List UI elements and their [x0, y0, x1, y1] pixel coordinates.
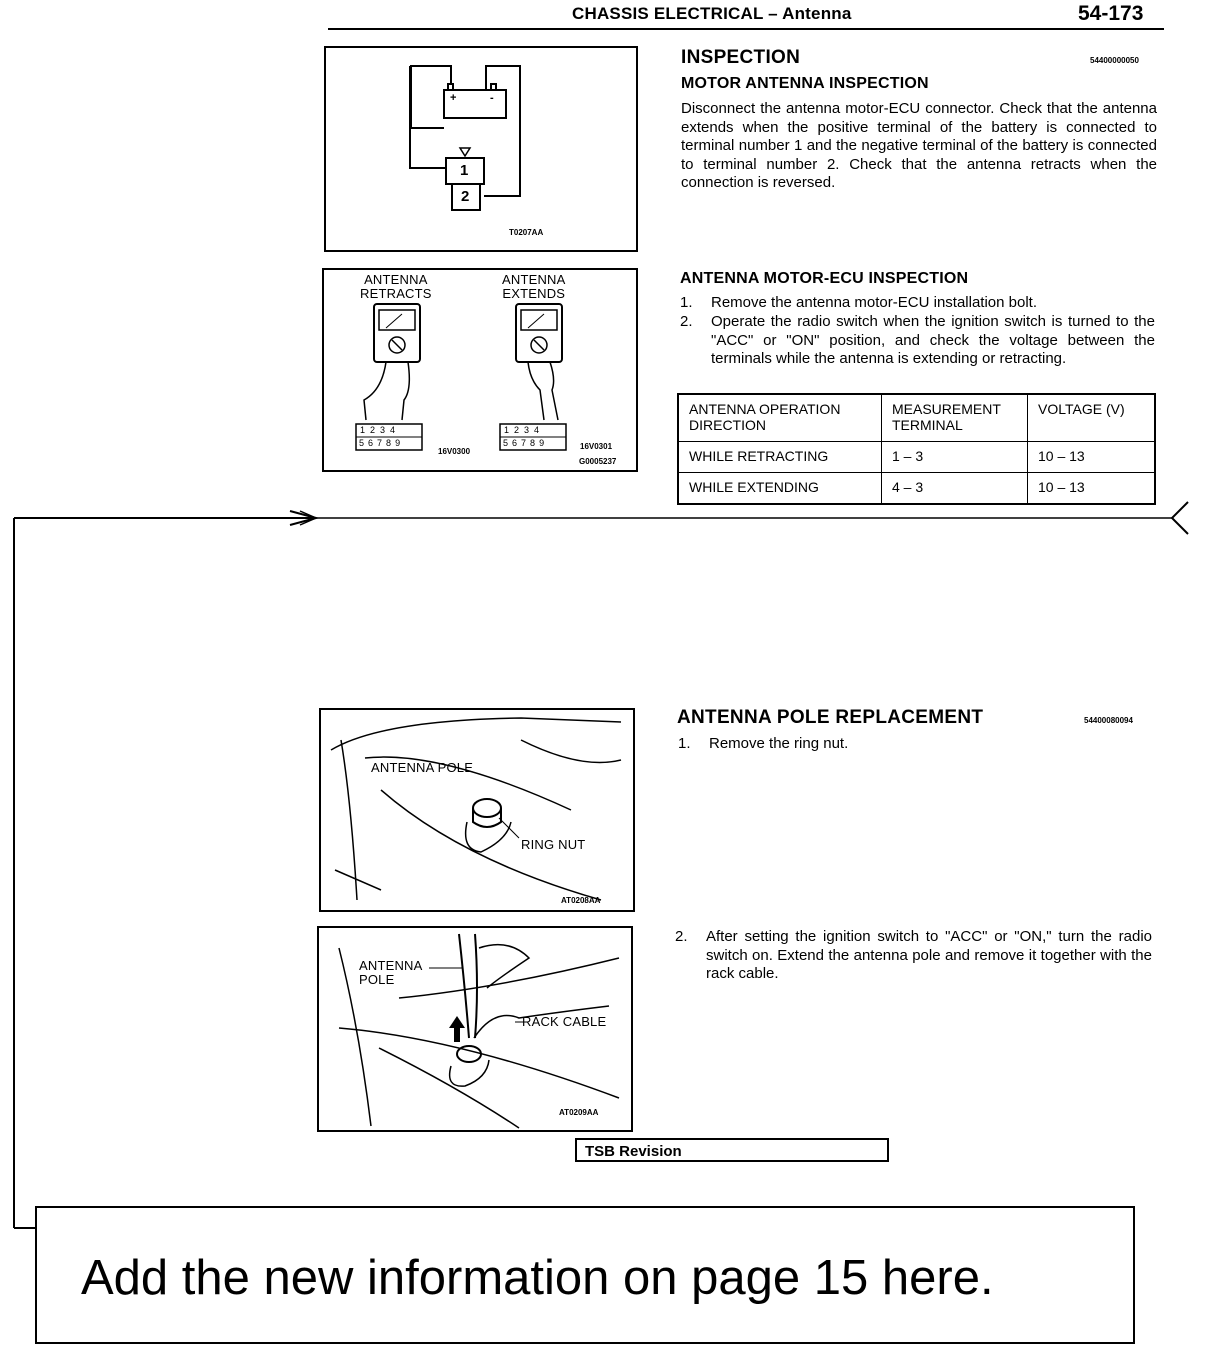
up-arrow-icon	[449, 1016, 465, 1042]
pole-step-1	[678, 735, 1154, 755]
motor-antenna-text: Disconnect the antenna motor-ECU connector. Check that the antenna extends when the positive terminal of the battery is connected to terminal number 1 and the negative terminal of the battery is connected to terminal number 2. Check that the antenna retracts when the connection is reversed.	[681, 100, 1157, 191]
battery-minus-label: -	[490, 92, 494, 104]
pole-step-2	[675, 928, 1153, 988]
connector-left-top: 1234	[360, 425, 401, 435]
ecu-step-1	[680, 294, 1156, 314]
step-text: Remove the antenna motor-ECU installation bolt.	[711, 294, 1038, 311]
extends-label-line1: ANTENNA	[502, 272, 566, 287]
figure-code: AT0209AA	[559, 1108, 599, 1117]
section-title: CHASSIS ELECTRICAL – Antenna	[572, 4, 852, 23]
table-cell: 1 – 3	[882, 442, 1028, 473]
rack-cable-figure	[317, 926, 633, 1132]
retracts-label-line1: ANTENNA	[364, 272, 428, 287]
figure-code-bottom: G0005237	[579, 457, 617, 466]
pole-replacement-code: 54400080094	[1084, 716, 1133, 725]
extends-label-line2: EXTENDS	[502, 286, 566, 301]
col-direction-header: ANTENNA OPERATION DIRECTION	[678, 394, 882, 442]
connector-right-bottom: 56789	[503, 438, 549, 448]
ecu-step-2	[680, 313, 1156, 389]
step-number: 1.	[678, 735, 691, 752]
figure-code-right: 16V0301	[580, 442, 613, 451]
table-cell: WHILE RETRACTING	[678, 442, 882, 473]
table-row	[678, 473, 1155, 505]
meter-left-icon	[364, 304, 420, 420]
inspection-code: 54400000050	[1090, 56, 1139, 65]
step-text: Operate the radio switch when the ignition switch is turned to the "ACC" or "ON" position, and check the voltage between the terminals while the antenna is extending or retracting.	[711, 313, 1155, 367]
table-row	[678, 442, 1155, 473]
step-number: 2.	[680, 313, 693, 330]
step-text: After setting the ignition switch to "ACC" or "ON," turn the radio switch on. Extend the antenna pole and remove it together with the rack cable.	[706, 928, 1152, 982]
ecu-inspection-heading: ANTENNA MOTOR-ECU INSPECTION	[680, 270, 969, 287]
inspection-heading: INSPECTION	[681, 47, 801, 68]
tsb-revision-box: TSB Revision	[575, 1138, 889, 1162]
table-cell: 10 – 13	[1028, 473, 1156, 505]
antenna-pole-label: ANTENNA POLE	[371, 760, 474, 775]
terminal-2-label: 2	[461, 188, 470, 205]
col-terminal-header: MEASUREMENT TERMINAL	[882, 394, 1028, 442]
insertion-note-text: Add the new information on page 15 here.	[81, 1251, 994, 1305]
retracts-label-line2: RETRACTS	[360, 286, 432, 301]
connector-right-top: 1234	[504, 425, 545, 435]
figure-code: AT0208AA	[561, 896, 601, 905]
table-cell: WHILE EXTENDING	[678, 473, 882, 505]
ring-nut-label: RING NUT	[521, 837, 586, 852]
ring-nut-figure	[319, 708, 635, 912]
voltage-spec-table	[677, 393, 1156, 505]
motor-antenna-heading: MOTOR ANTENNA INSPECTION	[681, 75, 929, 92]
connector-left-bottom: 56789	[359, 438, 405, 448]
table-header-row	[678, 394, 1155, 442]
step-text: Remove the ring nut.	[709, 735, 849, 752]
page-number: 54-173	[1078, 2, 1144, 25]
table-cell: 4 – 3	[882, 473, 1028, 505]
pole-replacement-heading: ANTENNA POLE REPLACEMENT	[677, 707, 984, 728]
antenna-pole-label	[359, 959, 423, 987]
voltmeter-figure	[322, 268, 638, 472]
terminal-1-label: 1	[460, 162, 469, 179]
step-number: 2.	[675, 928, 688, 945]
figure-code-left: 16V0300	[438, 447, 471, 456]
col-voltage-header: VOLTAGE (V)	[1028, 394, 1156, 442]
battery-wiring-figure	[324, 46, 638, 252]
battery-plus-label: +	[450, 92, 457, 104]
table-cell: 10 – 13	[1028, 442, 1156, 473]
antenna-pole-label-line1: ANTENNA	[359, 958, 423, 973]
insertion-note-box	[35, 1206, 1135, 1344]
antenna-pole-label-line2: POLE	[359, 972, 395, 987]
rack-cable-label: RACK CABLE	[522, 1014, 607, 1029]
meter-right-icon	[516, 304, 562, 420]
figure-code: T0207AA	[509, 228, 544, 237]
step-number: 1.	[680, 294, 693, 311]
